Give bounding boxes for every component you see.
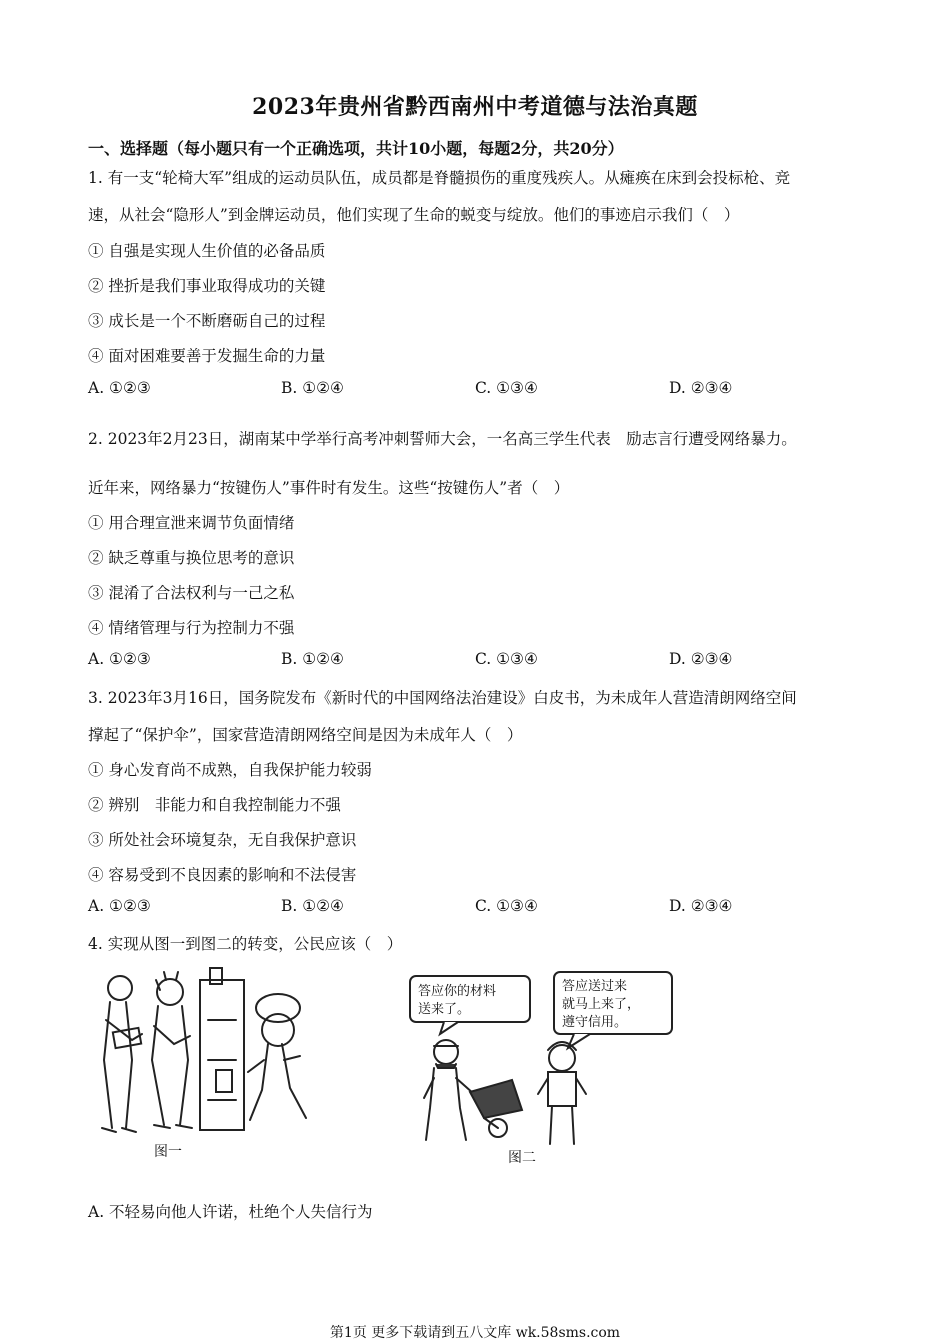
q3-item-2: ② 辨别 非能力和自我控制能力不强 — [88, 796, 341, 814]
q2-option-c[interactable]: C. ①③④ — [475, 650, 538, 668]
q1-item-1: ① 自强是实现人生价值的必备品质 — [88, 242, 326, 260]
q2-option-a[interactable]: A. ①②③ — [88, 650, 151, 668]
section-heading: 一、选择题（每小题只有一个正确选项，共计10小题，每题2分，共20分） — [88, 139, 624, 158]
q1-option-b[interactable]: B. ①②④ — [281, 379, 344, 397]
q1-option-a[interactable]: A. ①②③ — [88, 379, 151, 397]
q1-stem-line2: 速，从社会“隐形人”到金牌运动员，他们实现了生命的蜕变与绽放。他们的事迹启示我们（ ） — [88, 206, 740, 224]
bubble-right-line3: 遵守信用。 — [562, 1015, 628, 1030]
q4-stem: 4. 实现从图一到图二的转变，公民应该（ ） — [88, 935, 403, 953]
q1-option-d[interactable]: D. ②③④ — [669, 379, 733, 397]
bubble-right-line2: 就马上来了， — [562, 997, 641, 1012]
page-title: 2023年贵州省黔西南州中考道德与法治真题 — [252, 94, 698, 120]
q3-stem-line2: 撑起了“保护伞”，国家营造清朗网络空间是因为未成年人（ ） — [88, 726, 523, 744]
figure-two-caption: 图二 — [508, 1150, 536, 1166]
figure-one — [92, 960, 322, 1160]
bubble-left-line2: 送来了。 — [418, 1002, 471, 1017]
q3-stem-line1: 3. 2023年3月16日，国务院发布《新时代的中国网络法治建设》白皮书，为未成年人营造清朗网络空间 — [88, 689, 797, 707]
q3-option-c[interactable]: C. ①③④ — [475, 897, 538, 915]
q2-item-3: ③ 混淆了合法权利与一己之私 — [88, 584, 295, 602]
q3-item-4: ④ 容易受到不良因素的影响和不法侵害 — [88, 866, 357, 884]
q2-item-1: ① 用合理宣泄来调节负面情绪 — [88, 514, 295, 532]
figure-two — [404, 968, 684, 1168]
q1-option-c[interactable]: C. ①③④ — [475, 379, 538, 397]
q1-item-4: ④ 面对困难要善于发掘生命的力量 — [88, 347, 326, 365]
q2-stem-line2: 近年来，网络暴力“按键伤人”事件时有发生。这些“按键伤人”者（ ） — [88, 479, 570, 497]
q2-option-b[interactable]: B. ①②④ — [281, 650, 344, 668]
bubble-left-line1: 答应你的材料 — [418, 984, 497, 999]
q2-item-2: ② 缺乏尊重与换位思考的意识 — [88, 549, 295, 567]
q1-item-3: ③ 成长是一个不断磨砺自己的过程 — [88, 312, 326, 330]
q1-item-2: ② 挫折是我们事业取得成功的关键 — [88, 277, 326, 295]
q3-option-a[interactable]: A. ①②③ — [88, 897, 151, 915]
q4-option-a[interactable]: A. 不轻易向他人许诺，杜绝个人失信行为 — [88, 1203, 373, 1221]
q2-item-4: ④ 情绪管理与行为控制力不强 — [88, 619, 295, 637]
page-footer: 第1页 更多下载请到五八文库 wk.58sms.com — [329, 1325, 621, 1341]
figure-one-caption: 图一 — [154, 1144, 182, 1160]
q3-item-1: ① 身心发育尚不成熟，自我保护能力较弱 — [88, 761, 372, 779]
q3-option-b[interactable]: B. ①②④ — [281, 897, 344, 915]
q2-stem-line1: 2. 2023年2月23日，湖南某中学举行高考冲刺誓师大会，一名高三学生代表 励志言行遭受网络暴力。 — [88, 430, 797, 448]
q2-option-d[interactable]: D. ②③④ — [669, 650, 733, 668]
bubble-right-line1: 答应送过来 — [562, 979, 628, 994]
q3-item-3: ③ 所处社会环境复杂，无自我保护意识 — [88, 831, 357, 849]
q3-option-d[interactable]: D. ②③④ — [669, 897, 733, 915]
q1-stem-line1: 1. 有一支“轮椅大军”组成的运动员队伍，成员都是脊髓损伤的重度残疾人。从瘫痪在床到会投标枪、竞 — [88, 169, 791, 187]
